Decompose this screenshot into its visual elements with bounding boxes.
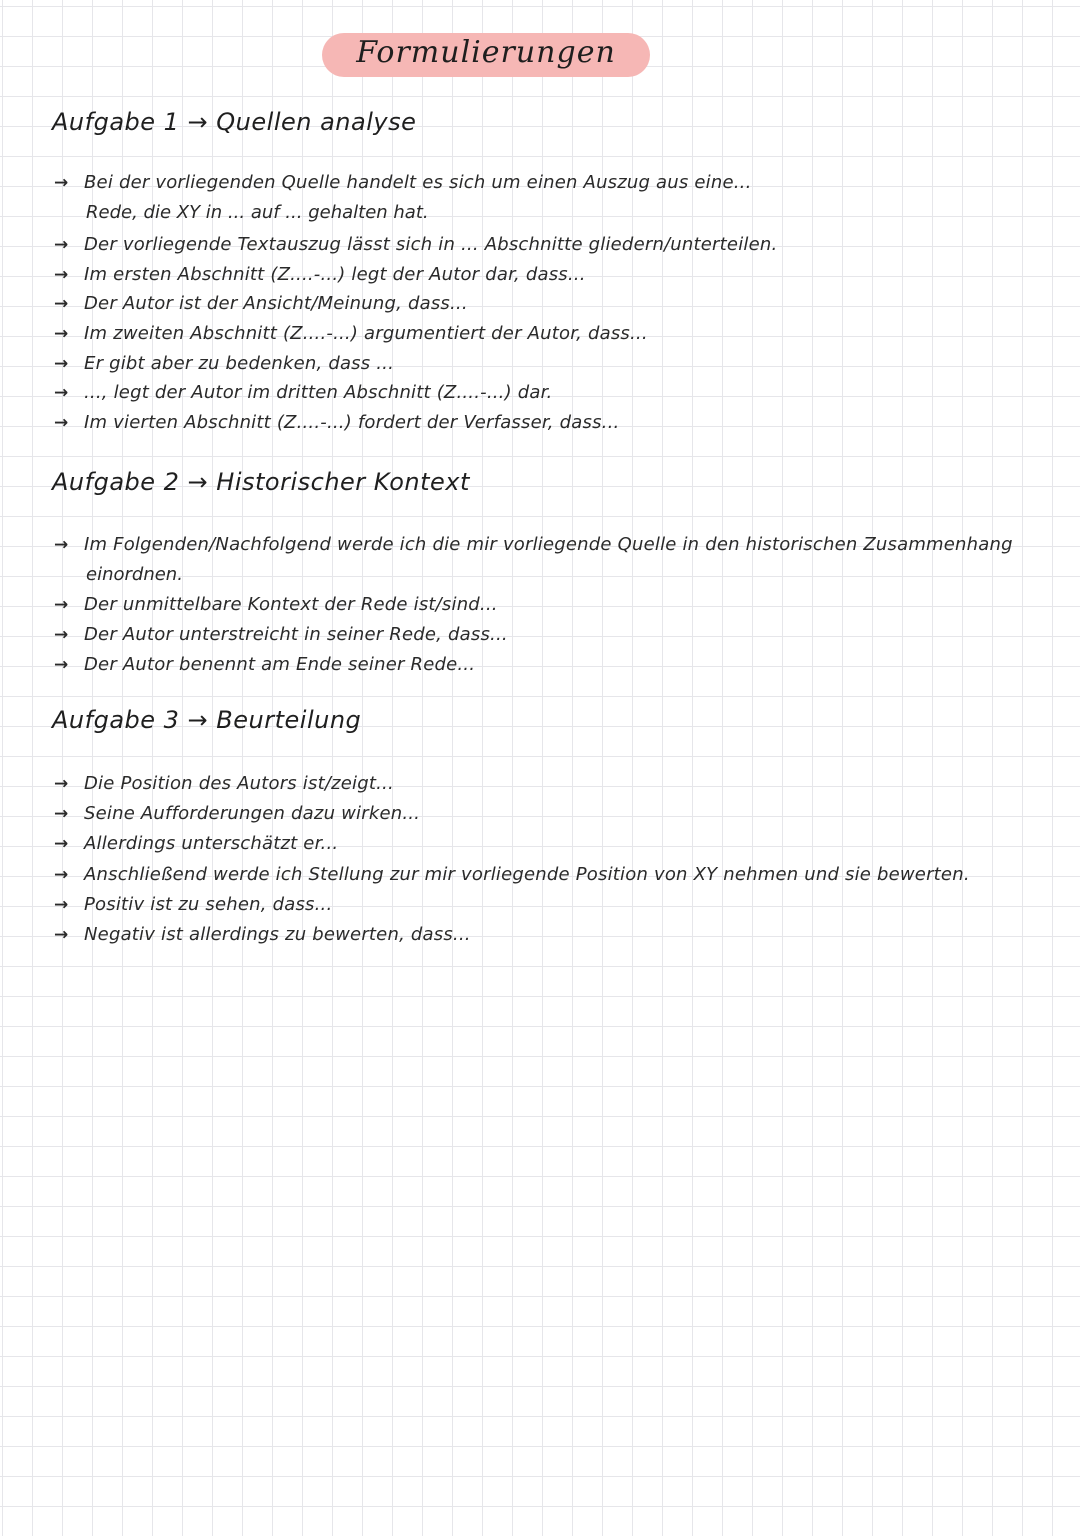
arrow-icon: →	[54, 413, 69, 433]
list-item: → Der Autor benennt am Ende seiner Rede...	[54, 654, 476, 675]
list-item: → ..., legt der Autor im dritten Abschnitt (Z....-...) dar.	[54, 382, 553, 403]
arrow-icon: →	[54, 235, 69, 255]
title-highlight	[322, 33, 650, 77]
list-item: → Im ersten Abschnitt (Z....-...) legt der Autor dar, dass...	[54, 264, 586, 285]
arrow-icon: →	[54, 535, 69, 555]
list-item: → Der unmittelbare Kontext der Rede ist/sind...	[54, 594, 498, 615]
list-item: → Seine Aufforderungen dazu wirken...	[54, 803, 421, 824]
heading-aufgabe-1: Aufgabe 1 → Quellen analyse	[52, 108, 417, 136]
heading-aufgabe-3: Aufgabe 3 → Beurteilung	[52, 706, 362, 734]
arrow-icon: →	[54, 294, 69, 314]
arrow-icon: →	[54, 834, 69, 854]
heading-aufgabe-2: Aufgabe 2 → Historischer Kontext	[52, 468, 470, 496]
list-item: → Im zweiten Abschnitt (Z....-...) argumentiert der Autor, dass...	[54, 323, 648, 344]
arrow-icon: →	[54, 804, 69, 824]
page-title: Formulierungen	[356, 35, 616, 70]
arrow-icon: →	[54, 354, 69, 374]
arrow-icon: →	[54, 173, 69, 193]
arrow-icon: →	[54, 324, 69, 344]
list-item: → Negativ ist allerdings zu bewerten, dass...	[54, 924, 471, 945]
list-item: → Der vorliegende Textauszug lässt sich in ... Abschnitte gliedern/unterteilen.	[54, 234, 778, 255]
arrow-icon: →	[54, 265, 69, 285]
list-item: → Er gibt aber zu bedenken, dass ...	[54, 353, 395, 374]
list-item: → Positiv ist zu sehen, dass...	[54, 894, 333, 915]
arrow-icon: →	[54, 625, 69, 645]
arrow-icon: →	[54, 774, 69, 794]
list-item: → Anschließend werde ich Stellung zur mir vorliegende Position von XY nehmen und sie bewerten.	[54, 864, 970, 885]
arrow-icon: →	[54, 895, 69, 915]
list-item: → Der Autor unterstreicht in seiner Rede, dass...	[54, 624, 508, 645]
list-item: → Die Position des Autors ist/zeigt...	[54, 773, 394, 794]
list-item: → Bei der vorliegenden Quelle handelt es sich um einen Auszug aus eine...	[54, 172, 752, 193]
arrow-icon: →	[54, 925, 69, 945]
list-item: → Im Folgenden/Nachfolgend werde ich die mir vorliegende Quelle in den historischen Zusammenhang	[54, 534, 1013, 555]
arrow-icon: →	[54, 865, 69, 885]
list-item-continuation: Rede, die XY in ... auf ... gehalten hat.	[86, 202, 429, 223]
list-item-continuation: einordnen.	[86, 564, 183, 585]
arrow-icon: →	[54, 383, 69, 403]
list-item: → Allerdings unterschätzt er...	[54, 833, 339, 854]
arrow-icon: →	[54, 595, 69, 615]
arrow-icon: →	[54, 655, 69, 675]
list-item: → Der Autor ist der Ansicht/Meinung, dass...	[54, 293, 468, 314]
list-item: → Im vierten Abschnitt (Z....-...) fordert der Verfasser, dass...	[54, 412, 620, 433]
